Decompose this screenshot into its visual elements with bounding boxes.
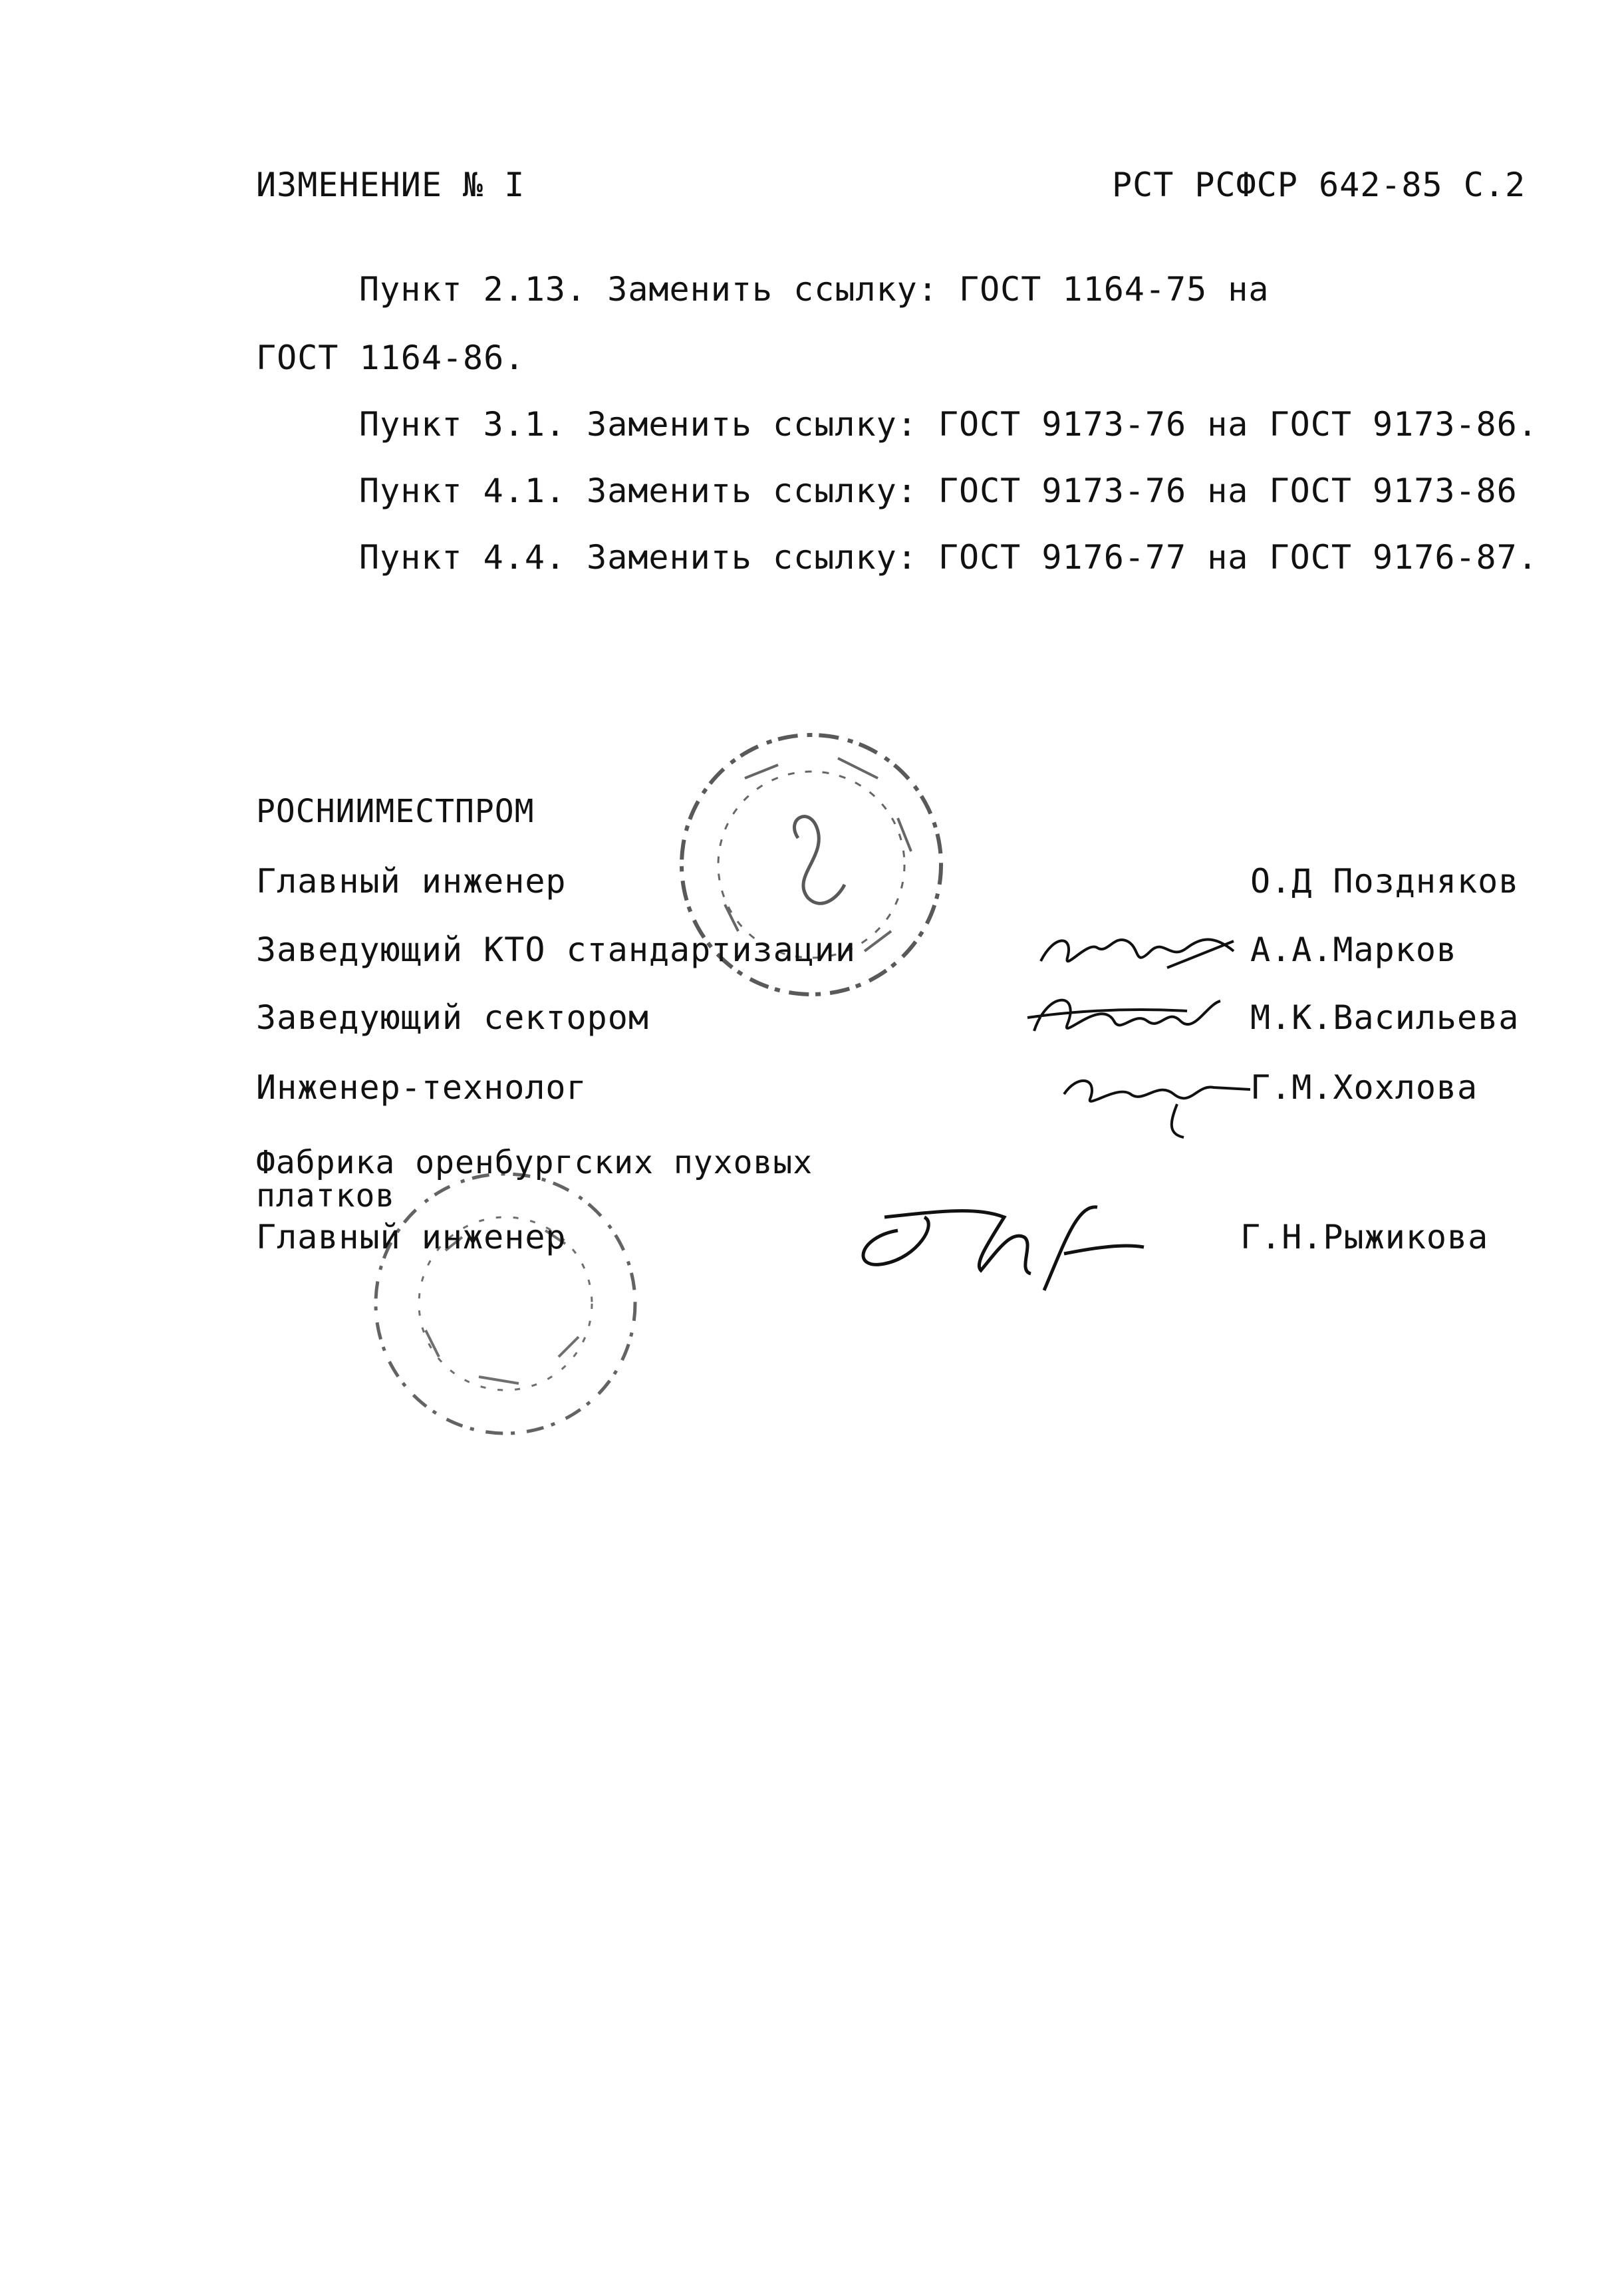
standard-reference: РСТ РСФСР 642-85 С.2 <box>1112 166 1526 204</box>
change-number: ИЗМЕНЕНИЕ № I <box>256 166 525 204</box>
change-item-4-4: Пункт 4.4. Заменить ссылку: ГОСТ 9176-77 на ГОСТ 9176-87. <box>359 538 1538 577</box>
change-item-3-1: Пункт 3.1. Заменить ссылку: ГОСТ 9173-76 на ГОСТ 9173-86. <box>359 405 1538 444</box>
change-item-2-13: Пункт 2.13. Заменить ссылку: ГОСТ 1164-75 на <box>359 270 1270 309</box>
signatory-position: Главный инженер <box>256 1218 567 1256</box>
change-item-4-1: Пункт 4.1. Заменить ссылку: ГОСТ 9173-76 на ГОСТ 9173-86 <box>359 472 1518 510</box>
signatory-position: Заведующий КТО стандартизации <box>256 930 856 969</box>
signatory-position: Главный инженер <box>256 862 567 901</box>
change-item-2-13-continuation: ГОСТ 1164-86. <box>256 339 525 377</box>
handwritten-signature <box>1034 921 1247 981</box>
signatory-position: Инженер-технолог <box>256 1068 587 1107</box>
signatory-position: Заведующий сектором <box>256 998 649 1037</box>
handwritten-signature <box>845 1191 1150 1297</box>
organization-name-factory: Фабрика оренбургских пуховых <box>256 1144 813 1181</box>
organization-name-rosniimestprom: РОСНИИМЕСТПРОМ <box>256 793 535 830</box>
signatory-name: Г.М.Хохлова <box>1250 1068 1478 1107</box>
signatory-name: М.К.Васильева <box>1250 998 1520 1037</box>
handwritten-signature <box>1021 984 1234 1051</box>
signatory-name: О.Д Поздняков <box>1250 862 1520 901</box>
signatory-name: А.А.Марков <box>1250 930 1458 969</box>
organization-name-factory-continuation: платков <box>256 1177 396 1215</box>
signatory-name: Г.Н.Рыжикова <box>1240 1218 1489 1256</box>
handwritten-signature <box>1057 1058 1257 1144</box>
